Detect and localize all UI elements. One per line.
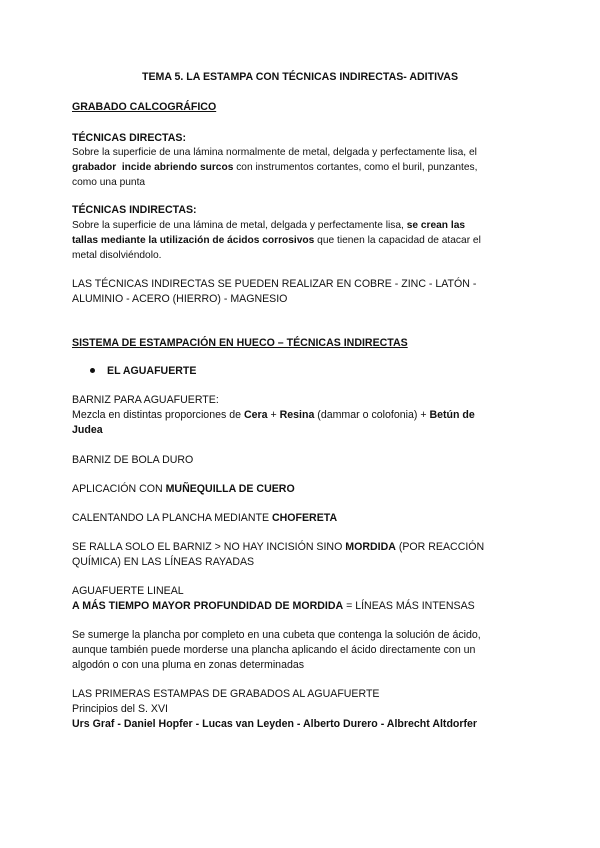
indirect-line-3: metal disolviéndolo. (72, 250, 162, 261)
calentando-line (72, 511, 532, 526)
barniz-text-e: (dammar o colofonia) + (314, 409, 430, 421)
indirect-line-2-rest: que tienen la capacidad de atacar el (314, 235, 481, 246)
page-title: TEMA 5. LA ESTAMPA CON TÉCNICAS INDIRECTAS- ADITIVAS (141, 71, 459, 83)
artist-name: Albrecht Altdorfer (386, 718, 478, 730)
barniz-text-a: Mezcla en distintas proporciones de (72, 409, 244, 421)
aplicacion-bold: MUÑEQUILLA DE CUERO (165, 483, 295, 495)
direct-line-2-rest: con instrumentos cortantes, como el buril, punzantes, (233, 162, 478, 173)
lineal-line (72, 599, 532, 614)
direct-bold-grabador: grabador (72, 162, 117, 173)
direct-bold-incide: incide abriendo surcos (121, 162, 234, 173)
ralla-text-a: SE RALLA SOLO EL BARNIZ > NO HAY INCISIÓN SINO (72, 541, 346, 553)
sumerge-line-1: Se sumerge la plancha por completo en una cubeta que contenga la solución de ácido, (72, 629, 481, 641)
lineal-rest: = LÍNEAS MÁS INTENSAS (343, 600, 475, 612)
bullet-item-aguafuerte (90, 364, 550, 379)
section-heading-grabado: GRABADO CALCOGRÁFICO (72, 101, 217, 113)
artist-separator: - (192, 718, 203, 730)
ralla-line-2: QUÍMICA) EN LAS LÍNEAS RAYADAS (72, 556, 255, 568)
indirect-heading: TÉCNICAS INDIRECTAS: (72, 204, 197, 216)
barniz-bold-resina: Resina (279, 409, 315, 421)
artist-name: Daniel Hopfer (123, 718, 193, 730)
artist-name: Urs Graf (72, 718, 115, 730)
bullet-label: EL AGUAFUERTE (107, 365, 197, 377)
artist-separator: - (293, 718, 303, 730)
indirect-line-1-text: Sobre la superficie de una lámina de metal, delgada y perfectamente lisa, (72, 220, 407, 231)
direct-line-3: como una punta (72, 177, 146, 188)
ralla-bold: MORDIDA (345, 541, 396, 553)
aplicacion-text: APLICACIÓN CON (72, 483, 166, 495)
barniz-bold-cera: Cera (243, 409, 268, 421)
sumerge-line-3: algodón o con una pluma en zonas determinadas (72, 659, 305, 671)
direct-line-2 (72, 160, 532, 175)
section-heading-sistema: SISTEMA DE ESTAMPACIÓN EN HUECO – TÉCNICAS INDIRECTAS (72, 337, 408, 349)
bullet-icon (90, 368, 95, 373)
direct-heading: TÉCNICAS DIRECTAS: (72, 132, 186, 144)
barniz-text-c: + (267, 409, 280, 421)
artists-line (72, 717, 532, 732)
sumerge-line-2: aunque también puede morderse una plancha aplicando el ácido directamente con un (72, 644, 476, 656)
ralla-line-1 (72, 540, 532, 555)
artist-name: Lucas van Leyden (202, 718, 294, 730)
indirect-line-2 (72, 233, 532, 248)
barniz-bold-betun: Betún de (429, 409, 475, 421)
indirect-line-1 (72, 218, 532, 233)
metals-line-1: LAS TÉCNICAS INDIRECTAS SE PUEDEN REALIZAR EN COBRE - ZINC - LATÓN - (72, 278, 477, 290)
calentando-bold: CHOFERETA (271, 512, 338, 524)
artist-name: Alberto Durero (303, 718, 378, 730)
lineal-label: AGUAFUERTE LINEAL (72, 585, 184, 597)
barniz-line-2: Judea (72, 424, 103, 436)
ralla-text-c: (POR REACCIÓN (395, 541, 485, 553)
artist-separator: - (114, 718, 124, 730)
aplicacion-line (72, 482, 532, 497)
indirect-line-1-bold: se crean las (406, 220, 466, 231)
lineal-bold: A MÁS TIEMPO MAYOR PROFUNDIDAD DE MORDIDA (72, 600, 344, 612)
barniz-line-1 (72, 408, 532, 423)
indirect-line-2-bold: tallas mediante la utilización de ácidos corrosivos (72, 235, 315, 246)
artist-separator: - (377, 718, 387, 730)
direct-line-1: Sobre la superficie de una lámina normalmente de metal, delgada y perfectamente lisa, el (72, 147, 477, 158)
principios-line: Principios del S. XVI (72, 703, 168, 715)
barniz-label: BARNIZ PARA AGUAFUERTE: (72, 394, 219, 406)
metals-line-2: ALUMINIO - ACERO (HIERRO) - MAGNESIO (72, 293, 288, 305)
barniz-bola: BARNIZ DE BOLA DURO (72, 454, 194, 466)
primeras-line: LAS PRIMERAS ESTAMPAS DE GRABADOS AL AGUAFUERTE (72, 688, 380, 700)
calentando-text: CALENTANDO LA PLANCHA MEDIANTE (72, 512, 272, 524)
